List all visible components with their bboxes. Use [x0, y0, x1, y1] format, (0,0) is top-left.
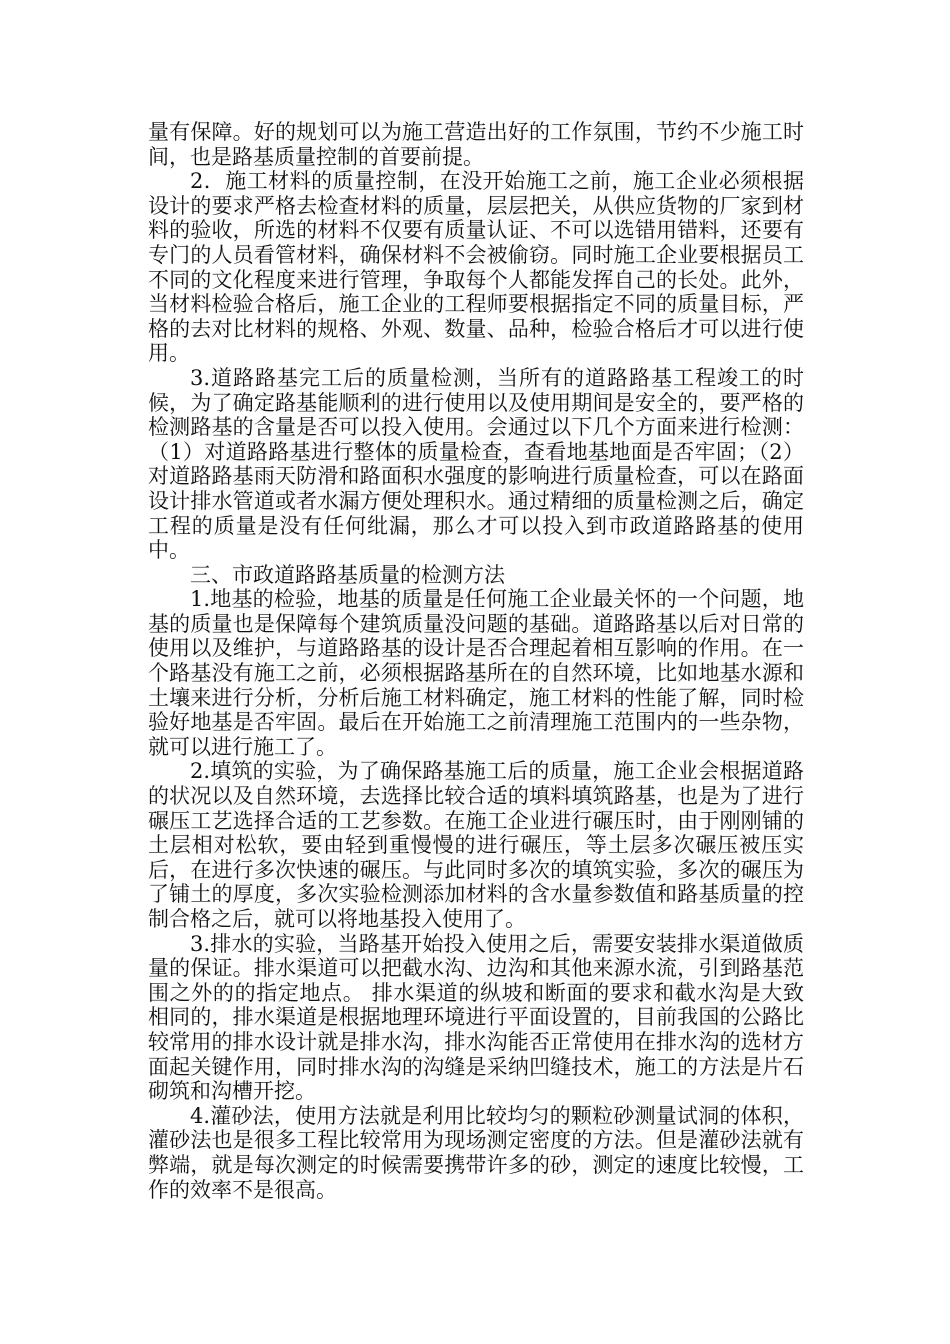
section-heading: 三、市政道路路基质量的检测方法: [190, 562, 505, 587]
paragraph-7: 3.排水的实验，当路基开始投入使用之后，需要安装排水渠道做质量的保证。排水渠道可以把截水沟、边沟和其他来源水流，引到路基范围之外的的指定地点。 排水渠道的纵坡和断面的要求和截水沟是大致相同的，排水渠道是根据地理环境进行平面设置的，目前我国的公路比较常用的排水设计就是排水沟，排水沟能否正常使用在排水沟的选材方面起关键作用，同时排水沟的沟缝是采纳凹缝技术，施工的方法是片石砌筑和沟槽开挖。: [148, 931, 804, 1104]
paragraph-1: 量有保障。好的规划可以为施工营造出好的工作氛围，节约不少施工时间，也是路基质量控制的首要前提。: [148, 120, 804, 169]
paragraph-5: 1.地基的检验，地基的质量是任何施工企业最关怀的一个问题，地基的质量也是保障每个建筑质量没问题的基础。道路路基以后对日常的使用以及维护，与道路路基的设计是否合理起着相互影响的作用。在一个路基没有施工之前，必须根据路基所在的自然环境，比如地基水源和土壤来进行分析，分析后施工材料确定，施工材料的性能了解，同时检验好地基是否牢固。最后在开始施工之前清理施工范围内的一些杂物，就可以进行施工了。: [148, 587, 804, 759]
paragraph-6: 2.填筑的实验，为了确保路基施工后的质量，施工企业会根据道路的状况以及自然环境，去选择比较合适的填料填筑路基，也是为了进行碾压工艺选择合适的工艺参数。在施工企业进行碾压时，由于刚刚铺的土层相对松软，要由轻到重慢慢的进行碾压，等土层多次碾压被压实后，在进行多次快速的碾压。与此同时多次的填筑实验，多次的碾压为了铺土的厚度，多次实验检测添加材料的含水量参数值和路基质量的控制合格之后，就可以将地基投入使用了。: [148, 759, 804, 931]
paragraph-3: 3.道路路基完工后的质量检测，当所有的道路路基工程竣工的时候，为了确定路基能顺利的进行使用以及使用期间是安全的，要严格的检测路基的含量是否可以投入使用。会通过以下几个方面来进行检测：（1）对道路路基进行整体的质量检查，查看地基地面是否牢固；（2）对道路路基雨天防滑和路面积水强度的影响进行质量检查，可以在路面设计排水管道或者水漏方便处理积水。通过精细的质量检测之后，确定工程的质量是没有任何纰漏，那么才可以投入到市政道路路基的使用中。: [148, 365, 804, 563]
paragraph-8: 4.灌砂法，使用方法就是利用比较均匀的颗粒砂测量试洞的体积，灌砂法也是很多工程比较常用为现场测定密度的方法。但是灌砂法就有弊端，就是每次测定的时候需要携带许多的砂，测定的速度比较慢，工作的效率不是很高。: [148, 1103, 804, 1202]
paragraph-2: 2．施工材料的质量控制，在没开始施工之前，施工企业必须根据设计的要求严格去检查材料的质量，层层把关，从供应货物的厂家到材料的验收，所选的材料不仅要有质量认证、不可以选错用错料，还要有专门的人员看管材料，确保材料不会被偷窃。同时施工企业要根据员工不同的文化程度来进行管理，争取每个人都能发挥自己的长处。此外，当材料检验合格后，施工企业的工程师要根据指定不同的质量目标，严格的去对比材料的规格、外观、数量、品种，检验合格后才可以进行使用。: [148, 169, 804, 366]
document-body: [148, 120, 804, 1202]
